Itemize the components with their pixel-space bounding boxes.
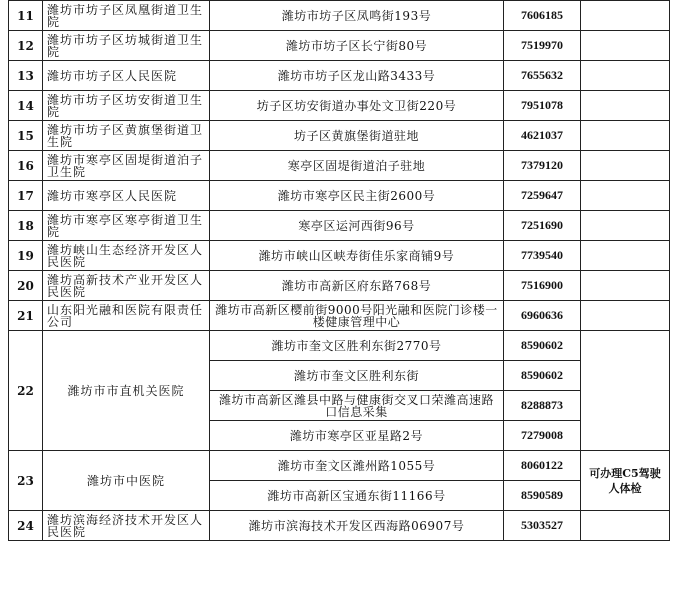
row-number: 21 <box>9 301 43 331</box>
note-cell: 可办理C5驾驶人体检 <box>581 451 670 511</box>
hospital-address: 坊子区黄旗堡街道驻地 <box>210 121 504 151</box>
hospital-phone: 7259647 <box>504 181 581 211</box>
hospital-address: 寒亭区固堤街道泊子驻地 <box>210 151 504 181</box>
hospital-name <box>43 301 210 331</box>
hospital-phone: 8590602 <box>504 361 581 391</box>
hospital-phone: 6960636 <box>504 301 581 331</box>
row-number: 12 <box>9 31 43 61</box>
row-number: 20 <box>9 271 43 301</box>
hospital-name-text: 潍坊市寒亭区寒亭街道卫生院 <box>47 213 204 238</box>
hospital-phone: 7606185 <box>504 1 581 31</box>
row-number: 22 <box>9 331 43 451</box>
hospital-phone: 7739540 <box>504 241 581 271</box>
note-cell <box>581 301 670 331</box>
row-number: 18 <box>9 211 43 241</box>
table-row <box>9 151 670 181</box>
hospital-address: 寒亭区运河西街96号 <box>210 211 504 241</box>
row-number: 24 <box>9 511 43 541</box>
table-row <box>9 61 670 91</box>
hospital-name-text: 潍坊峡山生态经济开发区人民医院 <box>47 243 204 268</box>
hospital-phone: 8060122 <box>504 451 581 481</box>
hospital-address-text: 潍坊市高新区樱前街9000号阳光融和医院门诊楼一楼健康管理中心 <box>215 303 498 328</box>
row-number: 11 <box>9 1 43 31</box>
hospital-name-text: 潍坊市寒亭区人民医院 <box>47 189 178 202</box>
hospital-name-text: 潍坊高新技术产业开发区人民医院 <box>47 273 204 298</box>
note-cell <box>581 31 670 61</box>
row-number: 19 <box>9 241 43 271</box>
row-number: 16 <box>9 151 43 181</box>
table-row <box>9 331 670 361</box>
hospital-name-text: 山东阳光融和医院有限责任公司 <box>47 303 204 328</box>
hospital-name-text: 潍坊滨海经济技术开发区人民医院 <box>47 513 204 538</box>
hospital-address: 潍坊市坊子区凤鸣街193号 <box>210 1 504 31</box>
hospital-phone: 7251690 <box>504 211 581 241</box>
hospital-address <box>210 391 504 421</box>
hospital-name-text: 潍坊市坊子区凤凰街道卫生院 <box>47 3 204 28</box>
note-cell <box>581 271 670 301</box>
row-number: 13 <box>9 61 43 91</box>
row-number: 14 <box>9 91 43 121</box>
hospital-name <box>43 151 210 181</box>
hospital-name <box>43 61 210 91</box>
table-row <box>9 121 670 151</box>
note-cell <box>581 241 670 271</box>
hospital-phone: 7655632 <box>504 61 581 91</box>
hospital-name-text: 潍坊市坊子区坊城街道卫生院 <box>47 33 204 58</box>
hospital-name: 潍坊市中医院 <box>43 451 210 511</box>
hospital-phone: 8288873 <box>504 391 581 421</box>
table-row <box>9 301 670 331</box>
table-row <box>9 31 670 61</box>
hospital-address: 潍坊市奎文区胜利东街 <box>210 361 504 391</box>
row-number: 15 <box>9 121 43 151</box>
hospital-address: 潍坊市奎文区胜利东街2770号 <box>210 331 504 361</box>
hospital-address: 潍坊市高新区宝通东街11166号 <box>210 481 504 511</box>
hospital-phone: 8590602 <box>504 331 581 361</box>
hospital-name <box>43 1 210 31</box>
table-row <box>9 271 670 301</box>
table-row <box>9 91 670 121</box>
table-row <box>9 181 670 211</box>
hospital-phone: 8590589 <box>504 481 581 511</box>
hospital-address-text: 潍坊市高新区潍县中路与健康街交叉口荣潍高速路口信息采集 <box>218 393 494 418</box>
hospital-address: 潍坊市寒亭区民主街2600号 <box>210 181 504 211</box>
note-cell <box>581 331 670 451</box>
note-cell <box>581 211 670 241</box>
note-cell <box>581 1 670 31</box>
note-cell <box>581 91 670 121</box>
hospital-phone: 7279008 <box>504 421 581 451</box>
hospital-address: 潍坊市坊子区龙山路3433号 <box>210 61 504 91</box>
hospital-name <box>43 31 210 61</box>
hospital-name <box>43 241 210 271</box>
hospital-phone: 4621037 <box>504 121 581 151</box>
note-cell <box>581 181 670 211</box>
hospital-address: 潍坊市坊子区长宁街80号 <box>210 31 504 61</box>
hospital-name <box>43 211 210 241</box>
hospital-name <box>43 511 210 541</box>
hospital-address: 潍坊市峡山区峡寿街佳乐家商铺9号 <box>210 241 504 271</box>
hospital-name <box>43 91 210 121</box>
note-cell <box>581 511 670 541</box>
hospital-phone: 7379120 <box>504 151 581 181</box>
hospital-name-text: 潍坊市寒亭区固堤街道泊子卫生院 <box>47 153 204 178</box>
row-number: 23 <box>9 451 43 511</box>
table-row <box>9 1 670 31</box>
table-row <box>9 451 670 481</box>
hospital-phone: 7951078 <box>504 91 581 121</box>
hospital-name <box>43 271 210 301</box>
hospital-address: 潍坊市奎文区潍州路1055号 <box>210 451 504 481</box>
hospital-name <box>43 181 210 211</box>
hospital-address: 潍坊市寒亭区亚星路2号 <box>210 421 504 451</box>
note-cell <box>581 151 670 181</box>
hospital-name-text: 潍坊市坊子区人民医院 <box>47 69 178 82</box>
note-cell <box>581 121 670 151</box>
table-row <box>9 241 670 271</box>
hospital-name <box>43 121 210 151</box>
hospital-name-text: 潍坊市坊子区黄旗堡街道卫生院 <box>47 123 204 148</box>
hospital-name-text: 潍坊市坊子区坊安街道卫生院 <box>47 93 204 118</box>
table-row <box>9 511 670 541</box>
hospital-phone: 7516900 <box>504 271 581 301</box>
hospital-phone: 7519970 <box>504 31 581 61</box>
hospital-address: 潍坊市滨海技术开发区西海路06907号 <box>210 511 504 541</box>
row-number: 17 <box>9 181 43 211</box>
table-row <box>9 211 670 241</box>
note-cell <box>581 61 670 91</box>
hospital-name: 潍坊市市直机关医院 <box>43 331 210 451</box>
hospital-address: 潍坊市高新区府东路768号 <box>210 271 504 301</box>
hospital-table <box>8 0 670 541</box>
hospital-address: 坊子区坊安街道办事处文卫街220号 <box>210 91 504 121</box>
hospital-address <box>210 301 504 331</box>
hospital-phone: 5303527 <box>504 511 581 541</box>
